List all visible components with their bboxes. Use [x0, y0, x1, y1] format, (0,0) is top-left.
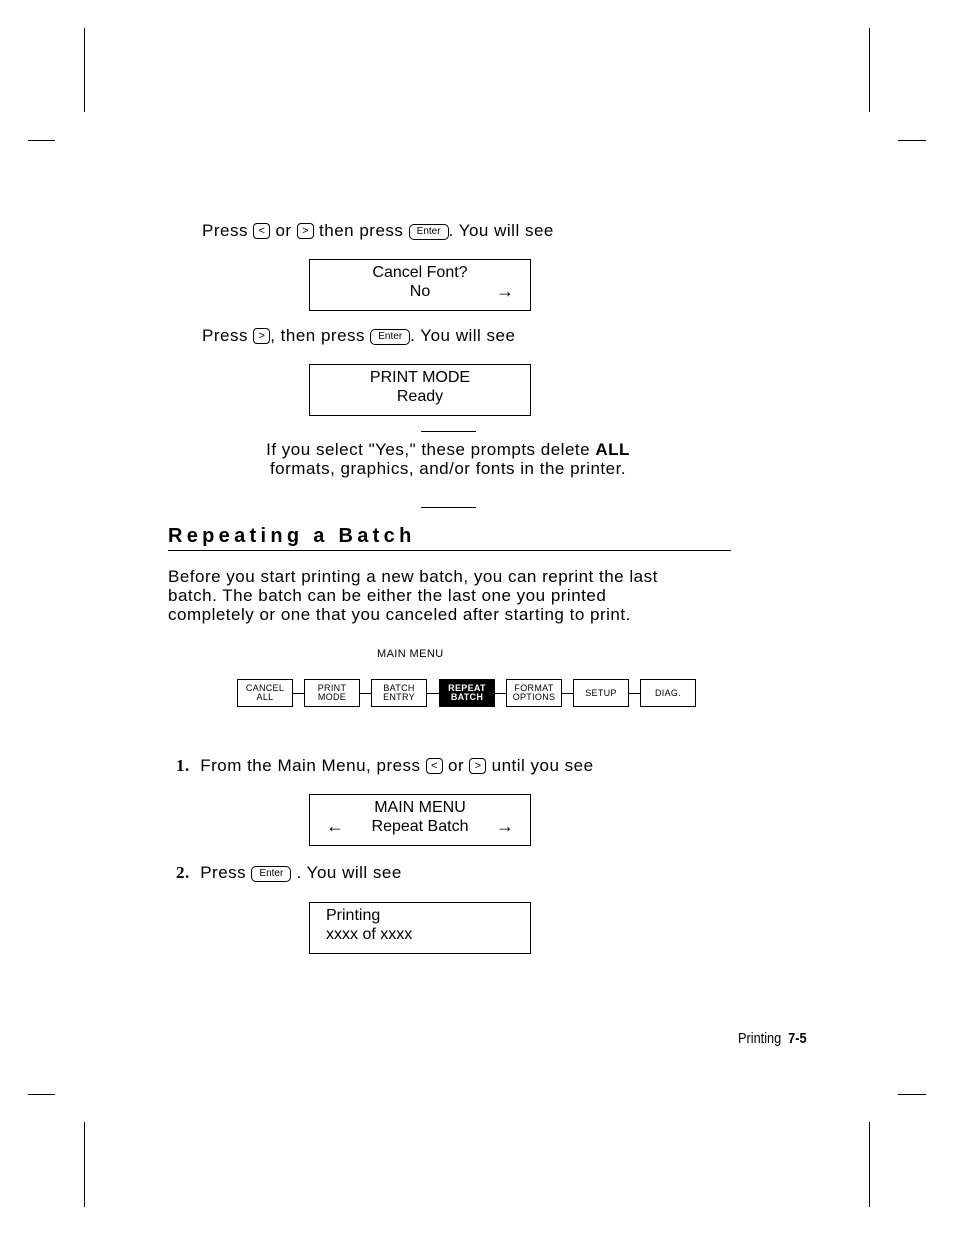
note-text: If you select "Yes," these prompts delete	[266, 440, 596, 459]
page-footer	[738, 1030, 807, 1047]
menu-item: FORMAT OPTIONS	[506, 679, 562, 707]
crop-mark	[898, 1094, 926, 1095]
display-line-1: MAIN MENU	[374, 799, 466, 816]
step-number: 2.	[176, 863, 190, 882]
section-heading: Repeating a Batch	[168, 525, 416, 547]
note	[200, 440, 696, 478]
menu-diagram-title: MAIN MENU	[377, 648, 444, 660]
printer-display-main-menu	[309, 794, 531, 846]
left-arrow-key-icon: <	[253, 223, 270, 239]
note-emphasis: ALL	[595, 440, 630, 459]
display-line-2: xxxx of xxxx	[326, 926, 413, 943]
instruction-text: . You will see	[296, 863, 402, 882]
menu-item: BATCH ENTRY	[371, 679, 427, 707]
note-line-2: formats, graphics, and/or fonts in the printer.	[269, 459, 627, 478]
page-number: 7-5	[788, 1030, 807, 1047]
step-2	[176, 863, 402, 882]
display-line-1: Cancel Font?	[372, 264, 468, 281]
menu-item: SETUP	[573, 679, 629, 707]
instruction-text: or	[275, 221, 292, 240]
instruction-text: Press	[202, 326, 248, 345]
right-arrow-key-icon: >	[297, 223, 314, 239]
step-number: 1.	[176, 756, 190, 775]
crop-mark	[869, 1122, 870, 1207]
printer-display-printing	[309, 902, 531, 954]
display-line-2: Repeat Batch	[371, 818, 469, 835]
section-paragraph	[168, 567, 658, 624]
right-arrow-key-icon: >	[253, 328, 270, 344]
instruction-text: then press	[319, 221, 404, 240]
note-rule-top	[421, 431, 476, 432]
menu-item: DIAG.	[640, 679, 696, 707]
paragraph-line: batch. The batch can be either the last one you printed	[168, 586, 607, 605]
instruction-text: From the Main Menu, press	[200, 756, 421, 775]
crop-mark	[898, 140, 926, 141]
menu-item: PRINT MODE	[304, 679, 360, 707]
crop-mark	[28, 140, 55, 141]
instruction-text: . You will see	[410, 326, 516, 345]
crop-mark	[84, 28, 85, 112]
instruction-text: until you see	[491, 756, 594, 775]
instruction-press-left-right	[202, 221, 554, 240]
instruction-text: Press	[200, 863, 247, 882]
menu-item: CANCEL ALL	[237, 679, 293, 707]
crop-mark	[869, 28, 870, 112]
heading-rule	[168, 550, 731, 551]
right-arrow-icon: →	[496, 281, 514, 301]
printer-display-print-mode	[309, 364, 531, 416]
footer-chapter: Printing	[738, 1030, 782, 1047]
instruction-press-right	[202, 326, 515, 345]
instruction-text: . You will see	[448, 221, 554, 240]
printer-display-cancel-font	[309, 259, 531, 311]
right-arrow-key-icon: >	[469, 758, 486, 774]
crop-mark	[84, 1122, 85, 1207]
paragraph-line: completely or one that you canceled after starting to print.	[168, 605, 631, 624]
enter-key-icon: Enter	[251, 866, 291, 882]
instruction-text: , then press	[270, 326, 366, 345]
note-line-1	[200, 440, 696, 459]
display-line-2: No	[409, 283, 431, 300]
crop-mark	[28, 1094, 55, 1095]
display-line-1: Printing	[326, 907, 381, 924]
left-arrow-icon: ←	[326, 816, 344, 836]
paragraph-line: Before you start printing a new batch, you can reprint the last	[168, 567, 658, 586]
right-arrow-icon: →	[496, 816, 514, 836]
note-rule-bottom	[421, 507, 476, 508]
menu-item: REPEAT BATCH	[439, 679, 495, 707]
display-line-1: PRINT MODE	[369, 369, 471, 386]
enter-key-icon: Enter	[370, 329, 410, 345]
left-arrow-key-icon: <	[426, 758, 443, 774]
instruction-text: or	[448, 756, 465, 775]
instruction-text: Press	[202, 221, 248, 240]
step-1	[176, 756, 594, 775]
display-line-2: Ready	[396, 388, 444, 405]
enter-key-icon: Enter	[409, 224, 449, 240]
